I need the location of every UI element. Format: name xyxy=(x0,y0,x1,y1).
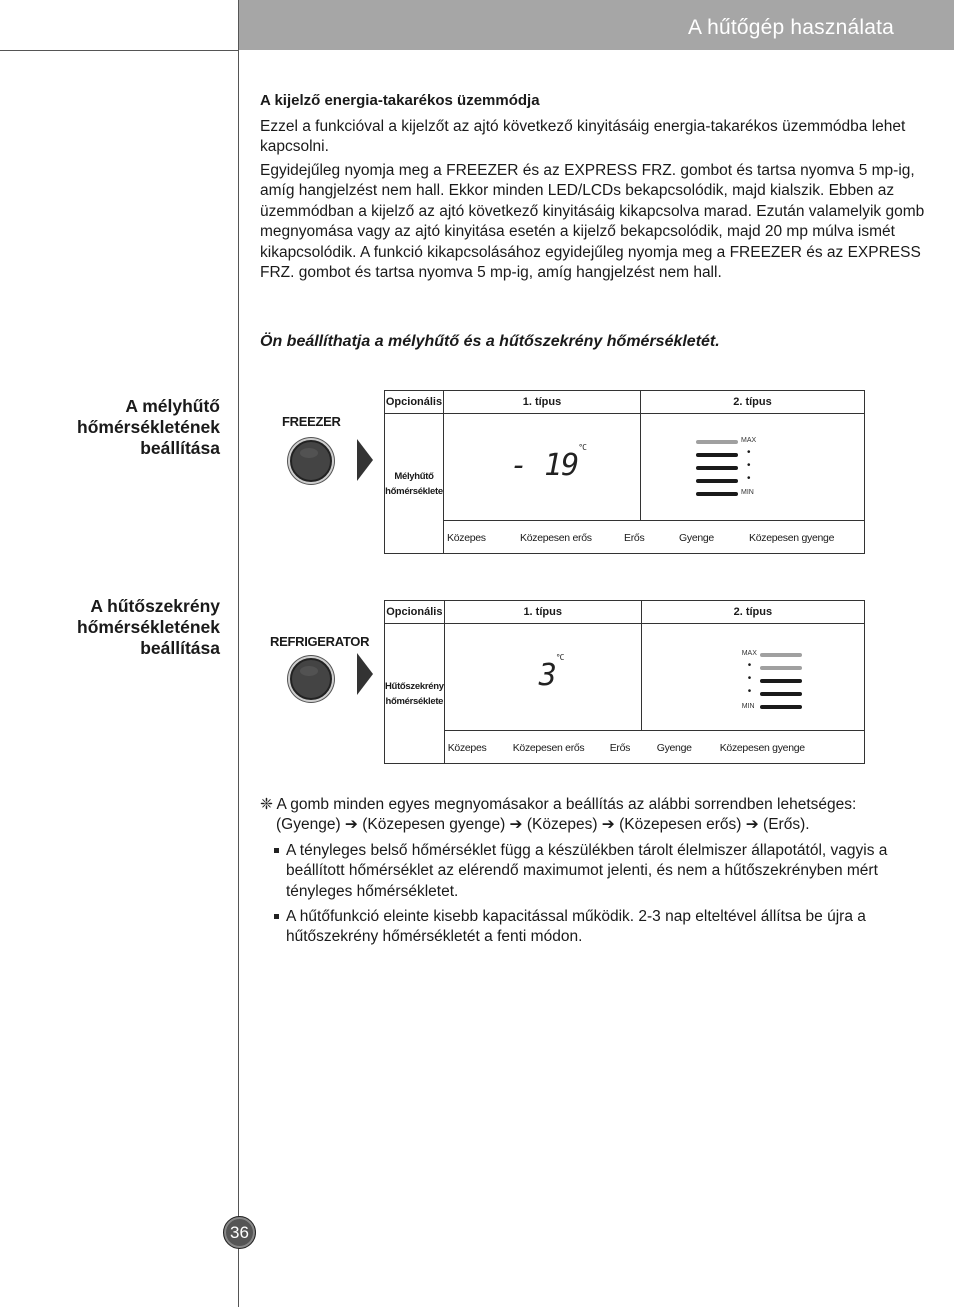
temp-unit: °C xyxy=(555,653,564,662)
level-bar-off xyxy=(696,440,738,444)
table-header-type2: 2. típus xyxy=(641,601,864,624)
refrigerator-side-title-line: beállítása xyxy=(140,638,220,658)
row-label-line: Mélyhűtő xyxy=(394,470,434,482)
level-bar-on xyxy=(696,453,738,457)
vertical-divider xyxy=(238,0,239,1307)
refrigerator-type2-display xyxy=(641,624,864,731)
level-bar-on xyxy=(696,479,738,483)
level-label: Közepesen erős xyxy=(520,532,592,544)
level-label: Gyenge xyxy=(656,742,692,754)
table-header-type2: 2. típus xyxy=(641,391,865,414)
level-bar-off xyxy=(760,666,802,670)
refrigerator-type1-display xyxy=(444,624,641,731)
refrigerator-side-title-line: A hűtőszekrény xyxy=(90,596,220,616)
refrigerator-row-label xyxy=(385,624,445,764)
notes-block xyxy=(260,795,900,948)
level-label: Erős xyxy=(624,532,645,544)
refrigerator-levels-row xyxy=(444,731,864,764)
freezer-side-title xyxy=(0,396,220,459)
dot-icon: • xyxy=(747,686,752,697)
dot-icon: • xyxy=(747,460,751,471)
level-bar-off xyxy=(760,653,802,657)
energy-paragraph-1: Ezzel a funkcióval a kijelzőt az ajtó következő kinyitásáig energia-takarékos üzemmódba lehet kapcsolni. xyxy=(260,118,906,156)
level-bar-on xyxy=(760,679,802,683)
note-bullet: A tényleges belső hőmérséklet függ a készülékben tárolt élelmiszer állapotától, vagyis a beállított hőmérséklet az elérendő maximumot jelenti, és nem a hűtőszekrényben mért tényleges hőmérsékletet. xyxy=(260,841,900,902)
freezer-options-table xyxy=(384,390,865,554)
max-label: MAX xyxy=(741,650,757,657)
refrigerator-options-table xyxy=(384,600,865,764)
level-label: Közepes xyxy=(447,742,487,754)
table-header-type1: 1. típus xyxy=(444,601,641,624)
level-label: Közepes xyxy=(447,532,486,544)
max-label: MAX xyxy=(741,437,757,444)
level-bar-on xyxy=(760,705,802,709)
min-label: MIN xyxy=(741,489,754,496)
energy-section-title: A kijelző energia-takarékos üzemmódja xyxy=(260,92,540,109)
level-bar-on xyxy=(696,466,738,470)
min-label: MIN xyxy=(741,703,755,710)
refrigerator-side-title-line: hőmérsékletének xyxy=(77,617,220,637)
dot-icon: • xyxy=(747,673,752,684)
level-label: Erős xyxy=(609,742,631,754)
level-label: Gyenge xyxy=(679,532,714,544)
level-bar-on xyxy=(696,492,738,496)
temp-unit: °C xyxy=(578,443,586,452)
freezer-button-label: FREEZER xyxy=(282,414,341,429)
page-number: 36 xyxy=(223,1216,256,1249)
header-left-rule xyxy=(0,50,238,51)
table-header-optional: Opcionális xyxy=(385,601,445,624)
refrigerator-button-label: REFRIGERATOR xyxy=(270,634,370,649)
table-header-type1: 1. típus xyxy=(444,391,641,414)
table-header-optional: Opcionális xyxy=(385,391,444,414)
freezer-type2-display xyxy=(641,414,865,521)
row-label-line: hőmérséklete xyxy=(385,695,444,707)
level-bar-on xyxy=(760,692,802,696)
settings-subtitle: Ön beállíthatja a mélyhűtő és a hűtőszekrény hőmérsékletét. xyxy=(260,333,720,350)
row-label-line: hőmérséklete xyxy=(385,485,443,497)
level-label: Közepesen erős xyxy=(512,742,585,754)
dot-icon: • xyxy=(747,447,751,458)
row-label-line: Hűtőszekrény xyxy=(385,680,444,692)
freezer-side-title-line: beállítása xyxy=(140,438,220,458)
page-header xyxy=(239,0,954,50)
freezer-levels-row xyxy=(444,521,865,554)
temp-value: - 19 xyxy=(510,448,579,483)
refrigerator-side-title xyxy=(0,596,220,659)
note-main: ❈ A gomb minden egyes megnyomásakor a beállítás az alábbi sorrendben lehetséges: (Gyenge) ➔ (Közepesen gyenge) ➔ (Közepes) ➔ (Közepesen erős) ➔ (Erős). xyxy=(260,796,857,834)
arrow-right-icon xyxy=(357,653,373,695)
freezer-side-title-line: A mélyhűtő xyxy=(125,396,220,416)
level-label: Közepesen gyenge xyxy=(749,532,835,544)
dot-icon: • xyxy=(747,473,751,484)
dot-icon: • xyxy=(747,660,752,671)
note-bullet: A hűtőfunkció eleinte kisebb kapacitással működik. 2-3 nap elteltével állítsa be újra a hűtőszekrény hőmérsékletét a fenti módon. xyxy=(260,907,900,948)
freezer-side-title-line: hőmérsékletének xyxy=(77,417,220,437)
freezer-type1-display xyxy=(444,414,641,521)
energy-paragraph-2: Egyidejűleg nyomja meg a FREEZER és az EXPRESS FRZ. gombot és tartsa nyomva 5 mp-ig, amíg hangjelzést nem hall. Ekkor minden LED/LCDs bekapcsolódik, majd kialszik. Ebben az üzemmódban a kijelző az ajtó következő kinyitásáig kikapcsolva marad. Ezután valamelyik gomb megnyomása vagy az ajtó kinyitása esetén a kijelző bekapcsolódik, majd 20 mp múlva ismét kikapcsolódik. A funkció kikapcsolásához egyidejűleg nyomja meg a FREEZER és az EXPRESS FRZ. gombot és tartsa nyomva 5 mp-ig, amíg hangjelzést nem hall. xyxy=(260,162,925,282)
freezer-button[interactable] xyxy=(290,440,332,482)
level-label: Közepesen gyenge xyxy=(719,742,805,754)
temp-value: 3 xyxy=(538,658,556,693)
freezer-row-label xyxy=(385,414,444,554)
page-title: A hűtőgép használata xyxy=(687,16,894,39)
freezer-temp-display xyxy=(510,443,586,483)
refrigerator-button[interactable] xyxy=(290,658,332,700)
arrow-right-icon xyxy=(357,439,373,481)
refrigerator-temp-display xyxy=(538,653,564,693)
